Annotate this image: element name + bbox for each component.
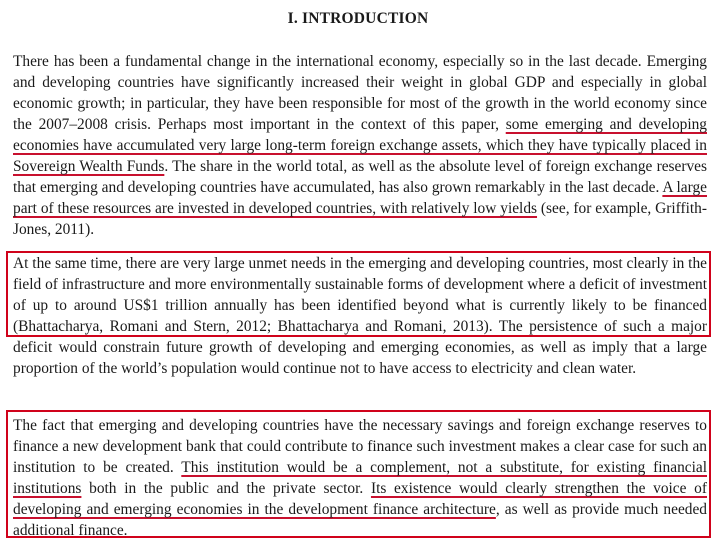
p1-text-2: . The share in the world total, as well as the absolute level of foreign exchange reserves that emerging and developing countries have accumulated, has also grown remarkably in the last decade.	[13, 158, 707, 196]
p3-underlined-2: Its existence would clearly strengthen the voice of developing and emerging economies in the development finance architecture	[13, 480, 707, 518]
paragraph-3	[13, 415, 707, 541]
p1-underlined-1: some emerging and developing economies have accumulated very large long-term foreign exchange assets, which they have typically placed in Sovereign Wealth Funds	[13, 116, 707, 175]
p2-text: At the same time, there are very large unmet needs in the emerging and developing countries, most clearly in the field of infrastructure and more environmentally sustainable forms of development where a deficit of investment of up to around US$1 trillion annually has been identified beyond what is currently likely to be financed (Bhattacharya, Romani and Stern, 2012; Bhattacharya and Romani, 2013). The persistence of such a major deficit would constrain future growth of developing and emerging economies, as well as imply that a large proportion of the world’s population would continue not to have access to electricity and clean water.	[13, 255, 707, 377]
p3-text-2: both in the public and the private sector.	[81, 480, 371, 497]
p3-underlined-1: This institution would be a complement, not a substitute, for existing financial institutions	[13, 459, 707, 497]
p3-text-3: , as well as provide much needed additional finance.	[13, 501, 707, 539]
p1-text-3: (see, for example, Griffith-Jones, 2011).	[13, 200, 707, 238]
p1-underlined-2: A large part of these resources are invested in developed countries, with relatively low yields	[13, 179, 707, 217]
paragraph-2	[13, 253, 707, 379]
section-heading: I. INTRODUCTION	[287, 10, 429, 27]
paragraph-1	[13, 51, 707, 240]
p3-text-1: The fact that emerging and developing countries have the necessary savings and foreign exchange reserves to finance a new development bank that could contribute to finance such investment makes a clear case for such an institution to be created.	[13, 417, 707, 476]
p1-text-1: There has been a fundamental change in the international economy, especially so in the last decade. Emerging and developing countries have significantly increased their weight in global GDP and especially in global economic growth; in particular, they have been responsible for most of the growth in the world economy since the 2007–2008 crisis. Perhaps most important in the context of this paper,	[13, 53, 707, 133]
